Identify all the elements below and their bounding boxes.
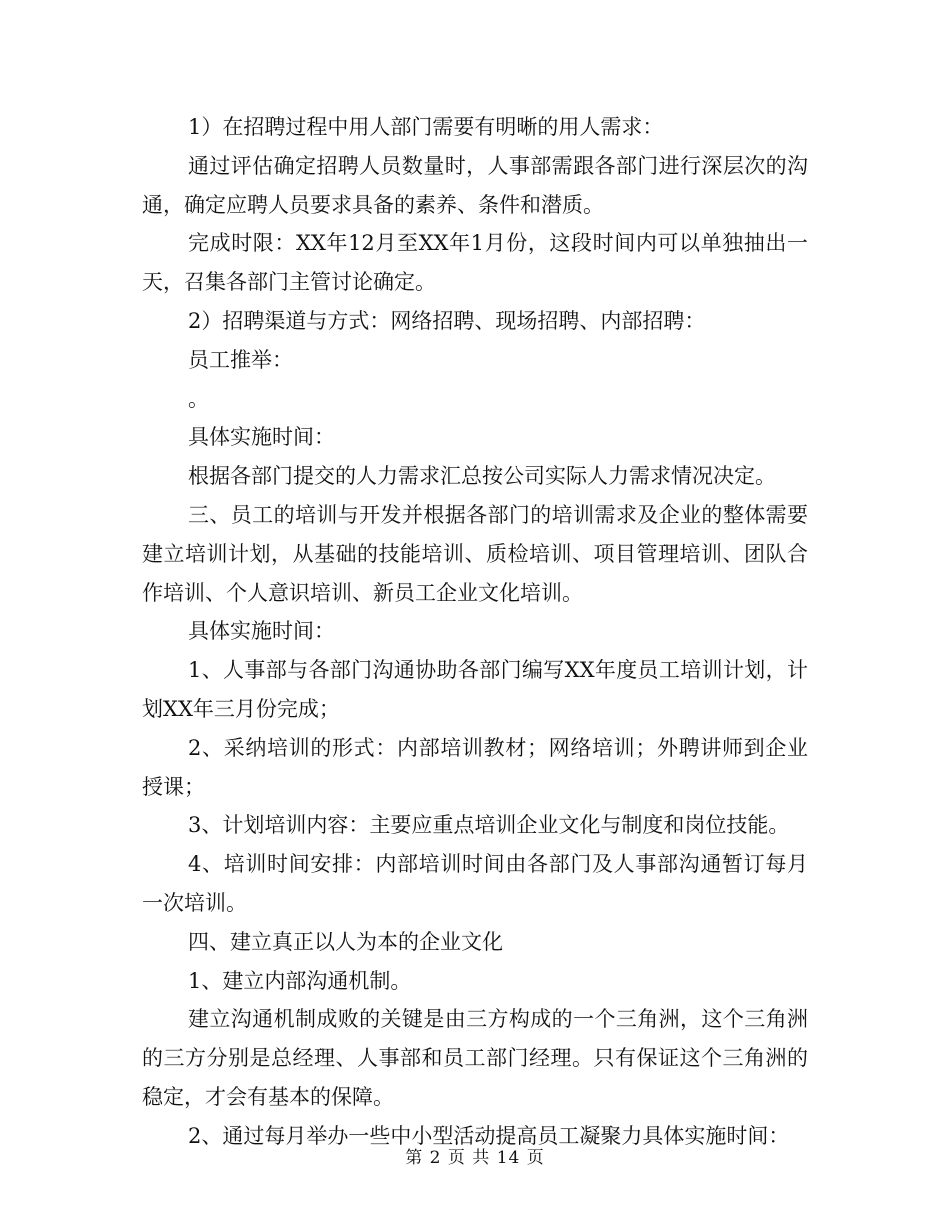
- paragraph: 3、计划培训内容：主要应重点培训企业文化与制度和岗位技能。: [188, 813, 790, 838]
- paragraph: 通过评估确定招聘人员数量时，人事部需跟各部门进行深层次的沟通，确定应聘人员要求具备的素养、条件和潜质。: [142, 153, 808, 217]
- paragraph: 2、采纳培训的形式：内部培训教材；网络培训；外聘讲师到企业授课；: [142, 735, 808, 799]
- document-body: [142, 108, 808, 1156]
- paragraph: 1）在招聘过程中用人部门需要有明晰的用人需求：: [188, 115, 664, 139]
- paragraph: 1、人事部与各部门沟通协助各部门编写XX年度员工培训计划，计划XX年三月份完成；: [142, 658, 808, 721]
- paragraph: 建立沟通机制成败的关键是由三方构成的一个三角洲，这个三角洲的三方分别是总经理、人事部和员工部门经理。只有保证这个三角洲的稳定，才会有基本的保障。: [142, 1007, 808, 1109]
- paragraph: 员工推举：: [188, 347, 293, 372]
- page-number-footer: 第 2 页 共 14 页: [405, 1148, 545, 1168]
- paragraph: 。: [188, 386, 209, 411]
- paragraph: 2）招聘渠道与方式：网络招聘、现场招聘、内部招聘：: [188, 308, 706, 333]
- paragraph: 4、培训时间安排：内部培训时间由各部门及人事部沟通暂订每月一次培训。: [142, 852, 808, 915]
- paragraph: 根据各部门提交的人力需求汇总按公司实际人力需求情况决定。: [188, 464, 776, 489]
- paragraph: 2、通过每月举办一些中小型活动提高员工凝聚力具体实施时间：: [188, 1123, 790, 1148]
- paragraph: 具体实施时间：: [188, 425, 335, 450]
- paragraph: 四、建立真正以人为本的企业文化: [188, 929, 503, 954]
- paragraph: 完成时限：XX年12月至XX年1月份，这段时间内可以单独抽出一天，召集各部门主管讨论确定。: [142, 231, 808, 295]
- paragraph: 具体实施时间：: [188, 619, 335, 644]
- paragraph: 1、建立内部沟通机制。: [188, 968, 412, 993]
- paragraph: 三、员工的培训与开发并根据各部门的培训需求及企业的整体需要建立培训计划，从基础的技能培训、质检培训、项目管理培训、团队合作培训、个人意识培训、新员工企业文化培训。: [142, 502, 808, 605]
